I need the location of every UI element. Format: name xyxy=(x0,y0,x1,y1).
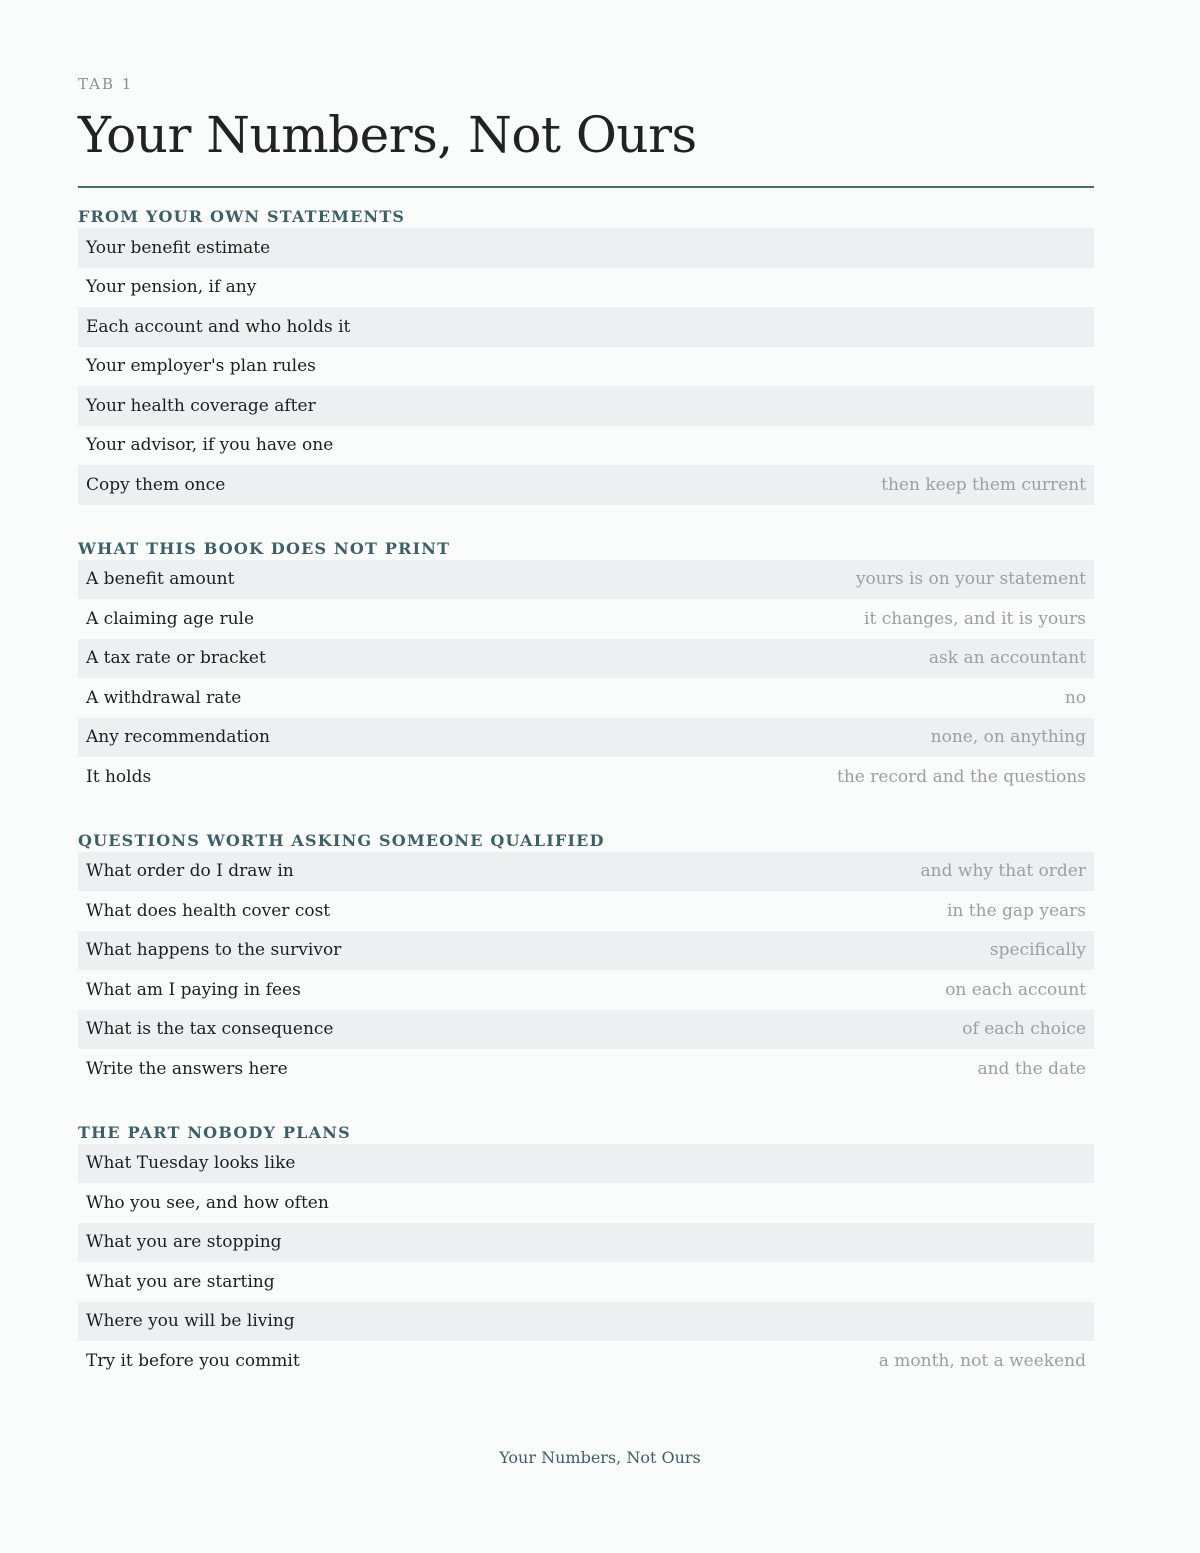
row-note: in the gap years xyxy=(947,900,1086,921)
section-3 xyxy=(78,830,1094,1089)
row-label: A tax rate or bracket xyxy=(86,648,266,669)
list-row xyxy=(78,1262,1094,1302)
section-1 xyxy=(78,206,1094,505)
row-label: What does health cover cost xyxy=(86,900,331,921)
list-row xyxy=(78,228,1094,268)
row-label: What you are starting xyxy=(86,1271,275,1292)
row-note: no xyxy=(1064,687,1086,708)
row-note: none, on anything xyxy=(930,727,1086,748)
row-label: It holds xyxy=(86,766,152,787)
section-rows xyxy=(78,560,1094,797)
row-label: Your benefit estimate xyxy=(86,237,271,258)
section-heading: QUESTIONS WORTH ASKING SOMEONE QUALIFIED xyxy=(78,830,605,850)
row-note: the record and the questions xyxy=(836,766,1086,787)
row-label: A withdrawal rate xyxy=(86,687,242,708)
row-note: it changes, and it is yours xyxy=(864,608,1086,629)
row-label: Each account and who holds it xyxy=(86,316,351,337)
row-label: Write the answers here xyxy=(86,1058,288,1079)
list-row xyxy=(78,757,1094,797)
row-note: and the date xyxy=(977,1058,1086,1079)
row-label: What am I paying in fees xyxy=(86,979,301,1000)
row-label: What Tuesday looks like xyxy=(86,1153,296,1174)
row-note: of each choice xyxy=(962,1019,1086,1040)
section-heading: WHAT THIS BOOK DOES NOT PRINT xyxy=(78,538,451,558)
row-note: a month, not a weekend xyxy=(878,1350,1086,1371)
list-row xyxy=(78,931,1094,971)
list-row xyxy=(78,307,1094,347)
page-footer: Your Numbers, Not Ours xyxy=(499,1448,701,1467)
section-rows xyxy=(78,1144,1094,1381)
list-row xyxy=(78,1010,1094,1050)
list-row xyxy=(78,560,1094,600)
list-row xyxy=(78,852,1094,892)
list-row xyxy=(78,426,1094,466)
list-row xyxy=(78,599,1094,639)
section-heading: THE PART NOBODY PLANS xyxy=(78,1122,351,1142)
section-rows xyxy=(78,228,1094,505)
list-row xyxy=(78,718,1094,758)
row-label: Your health coverage after xyxy=(86,395,316,416)
list-row xyxy=(78,1183,1094,1223)
row-label: A claiming age rule xyxy=(86,608,255,629)
row-label: Copy them once xyxy=(86,474,226,495)
page xyxy=(78,72,1094,1381)
list-row xyxy=(78,678,1094,718)
list-row xyxy=(78,1341,1094,1381)
list-row xyxy=(78,891,1094,931)
row-label: Any recommendation xyxy=(86,727,270,748)
tab-label: TAB 1 xyxy=(78,75,134,93)
row-label: A benefit amount xyxy=(86,569,235,590)
row-note: yours is on your statement xyxy=(855,569,1086,590)
page-title: Your Numbers, Not Ours xyxy=(78,106,697,164)
section-4 xyxy=(78,1122,1094,1381)
row-note: on each account xyxy=(945,979,1086,1000)
list-row xyxy=(78,465,1094,505)
list-row xyxy=(78,1223,1094,1263)
row-note: specifically xyxy=(989,940,1086,961)
list-row xyxy=(78,268,1094,308)
section-rows xyxy=(78,852,1094,1089)
row-label: What is the tax consequence xyxy=(86,1019,334,1040)
row-label: What you are stopping xyxy=(86,1232,282,1253)
row-label: Your pension, if any xyxy=(86,277,257,298)
row-label: Your employer's plan rules xyxy=(86,356,316,377)
sections-container xyxy=(78,206,1094,1381)
row-label: Who you see, and how often xyxy=(86,1192,329,1213)
row-label: Your advisor, if you have one xyxy=(86,435,334,456)
section-heading: FROM YOUR OWN STATEMENTS xyxy=(78,207,406,226)
row-label: What order do I draw in xyxy=(86,861,294,882)
list-row xyxy=(78,1144,1094,1184)
row-note: then keep them current xyxy=(881,474,1086,495)
list-row xyxy=(78,639,1094,679)
row-label: Where you will be living xyxy=(86,1311,295,1332)
list-row xyxy=(78,1302,1094,1342)
list-row xyxy=(78,386,1094,426)
row-label: Try it before you commit xyxy=(86,1350,300,1371)
row-note: ask an accountant xyxy=(928,648,1086,669)
section-2 xyxy=(78,538,1094,797)
row-note: and why that order xyxy=(920,861,1086,882)
list-row xyxy=(78,1049,1094,1089)
row-label: What happens to the survivor xyxy=(86,940,342,961)
title-divider xyxy=(78,186,1094,188)
list-row xyxy=(78,970,1094,1010)
list-row xyxy=(78,347,1094,387)
